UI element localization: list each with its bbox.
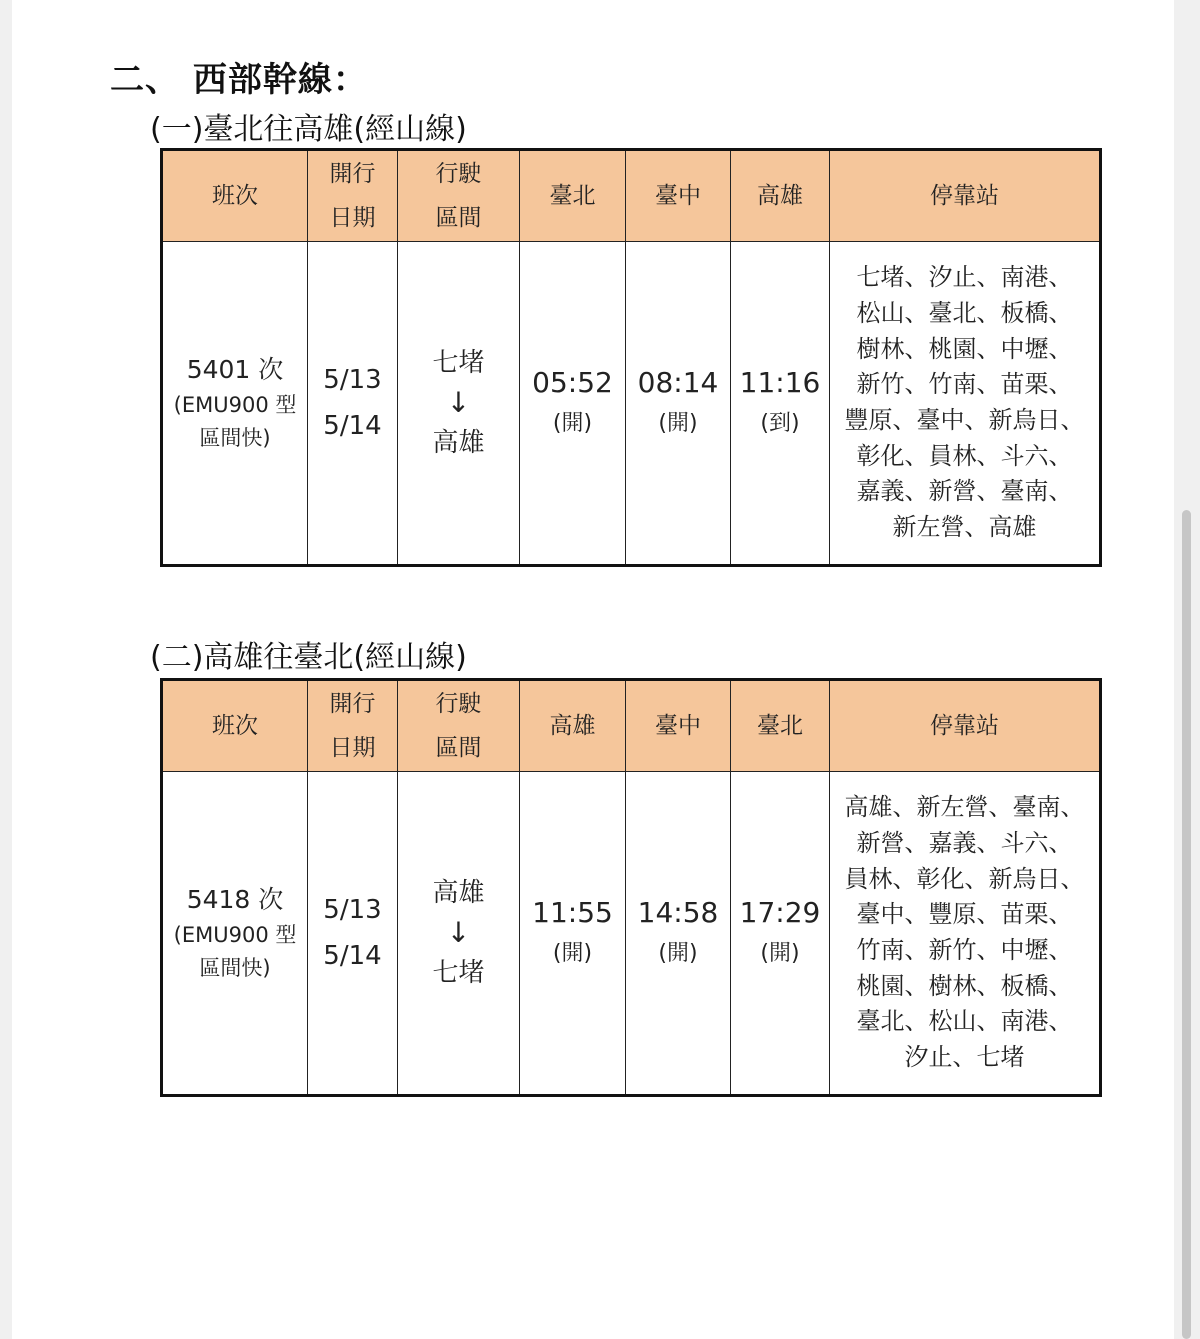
stops-line: 嘉義、新營、臺南、 xyxy=(856,477,1073,506)
time-value: 08:14 xyxy=(637,366,719,399)
date-2: 5/14 xyxy=(323,941,382,971)
route-cell xyxy=(398,242,520,566)
down-arrow-icon: ↓ xyxy=(446,916,471,949)
header-date xyxy=(308,150,398,242)
route-to: 七堵 xyxy=(432,958,485,988)
route-from: 七堵 xyxy=(432,348,485,378)
stops-line: 臺北、松山、南港、 xyxy=(856,1007,1073,1036)
header-range xyxy=(398,680,520,772)
header-range-line2: 區間 xyxy=(435,205,482,231)
stops-line: 樹林、桃園、中壢、 xyxy=(856,334,1073,363)
header-train: 班次 xyxy=(162,680,308,772)
dates-cell xyxy=(308,242,398,566)
header-station-1: 臺北 xyxy=(520,150,626,242)
time-note: (開) xyxy=(760,941,800,966)
header-stops: 停靠站 xyxy=(830,680,1101,772)
stops-line: 彰化、員林、斗六、 xyxy=(856,441,1073,470)
time-note: (到) xyxy=(760,411,800,436)
header-range-line2: 區間 xyxy=(435,735,482,761)
route-cell xyxy=(398,772,520,1096)
stops-line: 豐原、臺中、新烏日、 xyxy=(844,406,1085,434)
stops-line: 汐止、七堵 xyxy=(904,1043,1025,1072)
header-station-2: 臺中 xyxy=(626,680,731,772)
stops-line: 新左營、高雄 xyxy=(892,513,1037,542)
header-station-1: 高雄 xyxy=(520,680,626,772)
stops-line: 桃園、樹林、板橋、 xyxy=(856,971,1073,1000)
table-1-subtitle: (一)臺北往高雄(經山線) xyxy=(150,112,467,147)
timetable-kaohsiung-to-taipei xyxy=(160,678,1102,1097)
table-2-subtitle: (二)高雄往臺北(經山線) xyxy=(150,640,467,675)
date-2: 5/14 xyxy=(323,411,382,441)
train-type-line2: 區間快) xyxy=(199,956,271,980)
dates-cell xyxy=(308,772,398,1096)
train-type-line1: (EMU900 型 xyxy=(173,923,297,947)
stops-line: 新竹、竹南、苗栗、 xyxy=(856,370,1073,399)
train-cell xyxy=(162,242,308,566)
route-from: 高雄 xyxy=(432,878,485,908)
train-number: 5418 次 xyxy=(186,885,284,914)
time-note: (開) xyxy=(658,411,698,436)
table-header-row xyxy=(162,680,1101,772)
time-value: 17:29 xyxy=(739,896,821,929)
stops-line: 七堵、汐止、南港、 xyxy=(856,263,1073,292)
stops-line: 員林、彰化、新烏日、 xyxy=(844,864,1085,893)
time-note: (開) xyxy=(658,941,698,966)
time-value: 11:16 xyxy=(739,366,821,399)
date-1: 5/13 xyxy=(323,365,382,395)
header-date-line1: 開行 xyxy=(329,161,376,187)
train-type-line2: 區間快) xyxy=(199,426,271,450)
timetable-taipei-to-kaohsiung xyxy=(160,148,1102,567)
time-cell-2 xyxy=(626,242,731,566)
stops-line: 臺中、豐原、苗栗、 xyxy=(856,900,1073,929)
header-range-line1: 行駛 xyxy=(435,691,482,717)
header-range xyxy=(398,150,520,242)
time-value: 05:52 xyxy=(532,366,613,399)
header-date xyxy=(308,680,398,772)
header-range-line1: 行駛 xyxy=(435,161,482,187)
train-number: 5401 次 xyxy=(186,355,284,384)
header-station-3: 臺北 xyxy=(731,680,830,772)
time-note: (開) xyxy=(552,411,593,436)
stops-cell xyxy=(830,242,1101,566)
header-station-2: 臺中 xyxy=(626,150,731,242)
stops-line: 竹南、新竹、中壢、 xyxy=(856,936,1073,964)
time-note: (開) xyxy=(552,941,593,966)
route-to: 高雄 xyxy=(432,428,485,458)
time-cell-1 xyxy=(520,242,626,566)
section-title: 二、 西部幹線： xyxy=(110,60,368,100)
stops-line: 高雄、新左營、臺南、 xyxy=(844,793,1085,822)
table-row xyxy=(162,242,1101,566)
stops-line: 新營、嘉義、斗六、 xyxy=(856,828,1073,857)
train-type-line1: (EMU900 型 xyxy=(173,393,297,417)
time-cell-2 xyxy=(626,772,731,1096)
time-value: 14:58 xyxy=(637,896,719,929)
header-date-line1: 開行 xyxy=(329,691,376,717)
header-stops: 停靠站 xyxy=(830,150,1101,242)
header-train: 班次 xyxy=(162,150,308,242)
down-arrow-icon: ↓ xyxy=(446,386,471,419)
table-row xyxy=(162,772,1101,1096)
header-date-line2: 日期 xyxy=(329,735,376,761)
time-cell-3 xyxy=(731,242,830,566)
stops-cell xyxy=(830,772,1101,1096)
date-1: 5/13 xyxy=(323,895,382,925)
table-header-row xyxy=(162,150,1101,242)
header-station-3: 高雄 xyxy=(731,150,830,242)
stops-line: 松山、臺北、板橋、 xyxy=(856,298,1073,327)
train-cell xyxy=(162,772,308,1096)
time-cell-3 xyxy=(731,772,830,1096)
time-cell-1 xyxy=(520,772,626,1096)
header-date-line2: 日期 xyxy=(329,205,376,231)
time-value: 11:55 xyxy=(532,896,613,929)
scrollbar[interactable] xyxy=(1182,510,1191,1339)
